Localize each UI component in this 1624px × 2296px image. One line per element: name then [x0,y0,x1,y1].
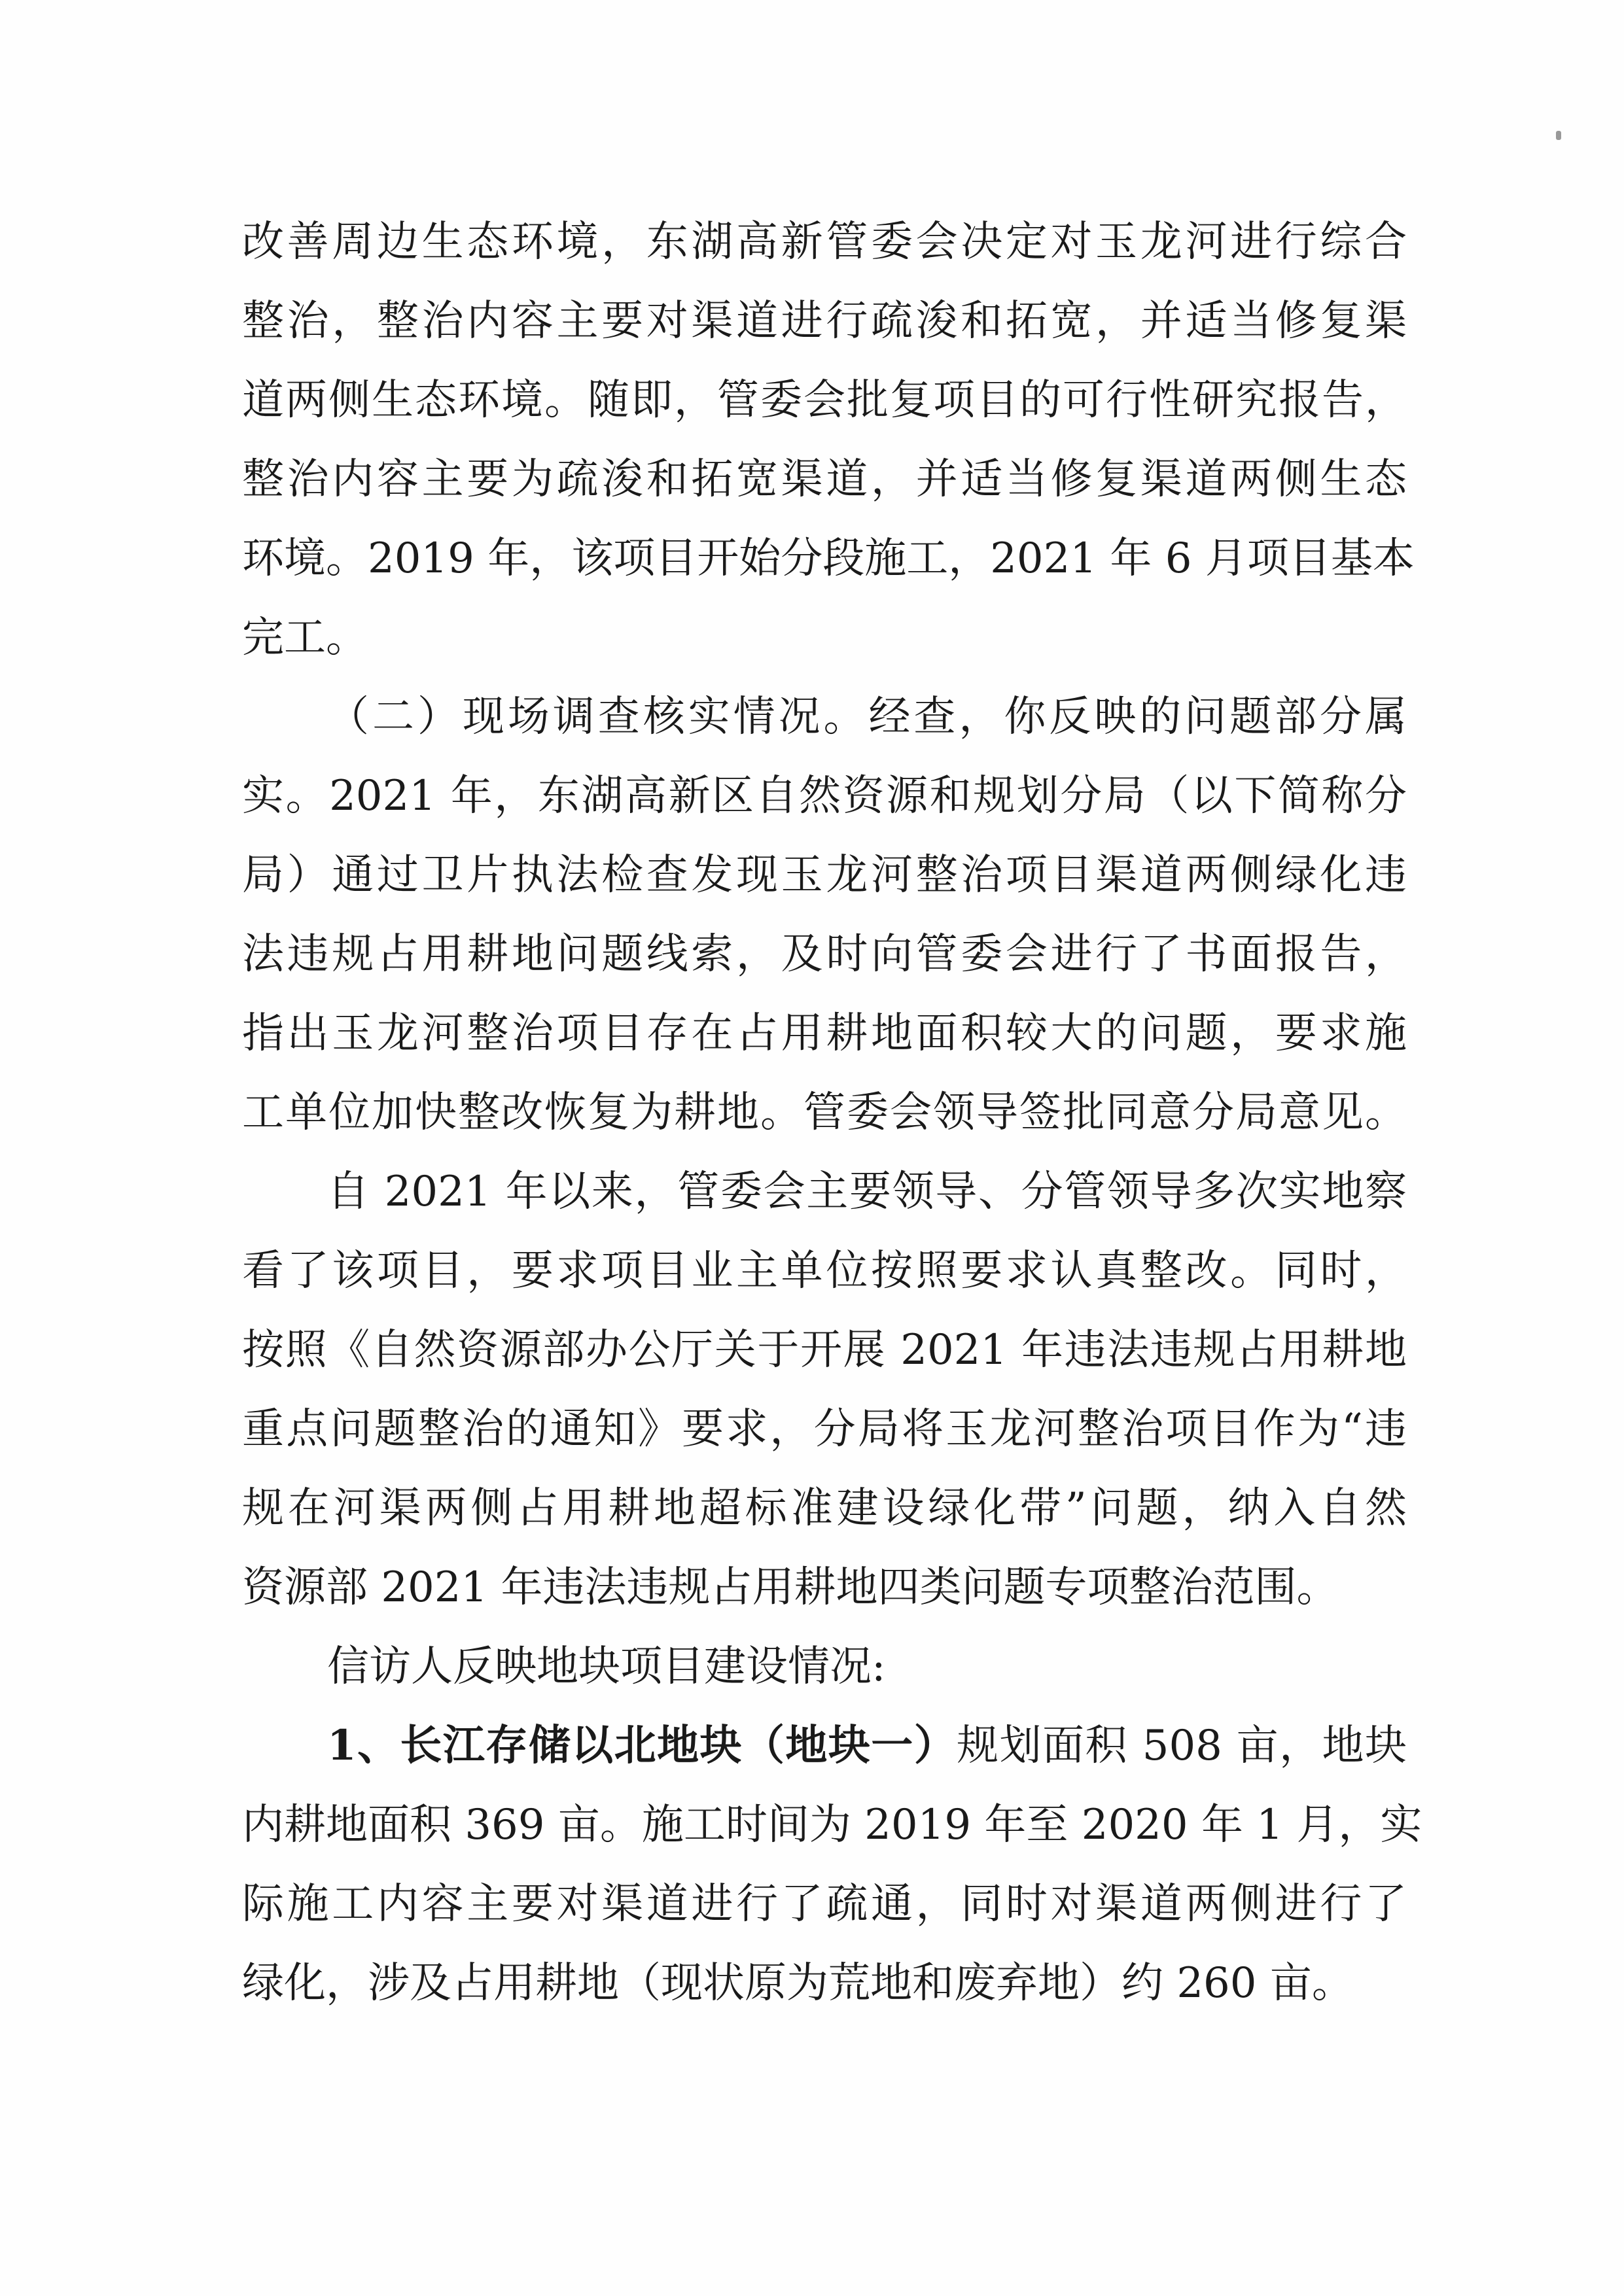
paragraph-2-line-5: 指出玉龙河整治项目存在占用耕地面积较大的问题，要求施 [242,1009,1407,1058]
scan-artifact [1556,131,1561,140]
paragraph-1-line-5: 环境。2019 年，该项目开始分段施工，2021 年 6 月项目基本 [242,534,1415,583]
plot-one-lead-text: 规划面积 508 亩，地块 [957,1722,1407,1770]
plot-one-heading: 1、长江存储以北地块（地块一） [327,1721,957,1770]
paragraph-1-line-4: 整治内容主要为疏浚和拓宽渠道，并适当修复渠道两侧生态 [242,455,1407,504]
paragraph-3-line-5: 规在河渠两侧占用耕地超标准建设绿化带”问题，纳入自然 [242,1484,1407,1533]
paragraph-2-line-4: 法违规占用耕地问题线索，及时向管委会进行了书面报告， [242,930,1407,979]
paragraph-3-line-4: 重点问题整治的通知》要求，分局将玉龙河整治项目作为“违 [242,1405,1407,1453]
paragraph-3-line-1: 自 2021 年以来，管委会主要领导、分管领导多次实地察 [327,1168,1407,1216]
paragraph-3-line-3: 按照《自然资源部办公厅关于开展 2021 年违法违规占用耕地 [242,1326,1407,1374]
paragraph-3-line-6: 资源部 2021 年违法违规占用耕地四类问题专项整治范围。 [242,1563,1339,1612]
paragraph-1-line-6: 完工。 [242,614,368,662]
paragraph-1-line-3: 道两侧生态环境。随即，管委会批复项目的可行性研究报告， [242,376,1407,425]
paragraph-2-line-3: 局）通过卫片执法检查发现玉龙河整治项目渠道两侧绿化违 [242,851,1407,899]
paragraph-5-line-2: 内耕地面积 369 亩。施工时间为 2019 年至 2020 年 1 月，实 [242,1801,1422,1849]
paragraph-1-line-2: 整治，整治内容主要对渠道进行疏浚和拓宽，并适当修复渠 [242,297,1407,345]
paragraph-2-line-6: 工单位加快整改恢复为耕地。管委会领导签批同意分局意见。 [242,1088,1407,1137]
paragraph-1-line-1: 改善周边生态环境，东湖高新管委会决定对玉龙河进行综合 [242,218,1407,266]
paragraph-2-line-2: 实。2021 年，东湖高新区自然资源和规划分局（以下简称分 [242,772,1407,820]
paragraph-2-line-1: （二）现场调查核实情况。经查，你反映的问题部分属 [327,693,1407,741]
paragraph-3-line-2: 看了该项目，要求项目业主单位按照要求认真整改。同时， [242,1247,1407,1295]
paragraph-5-line-1 [327,1720,1407,1772]
paragraph-5-line-4: 绿化，涉及占用耕地（现状原为荒地和废弃地）约 260 亩。 [242,1959,1354,2008]
paragraph-4-line-1: 信访人反映地块项目建设情况: [327,1643,886,1691]
paragraph-5-line-3: 际施工内容主要对渠道进行了疏通，同时对渠道两侧进行了 [242,1880,1407,1928]
